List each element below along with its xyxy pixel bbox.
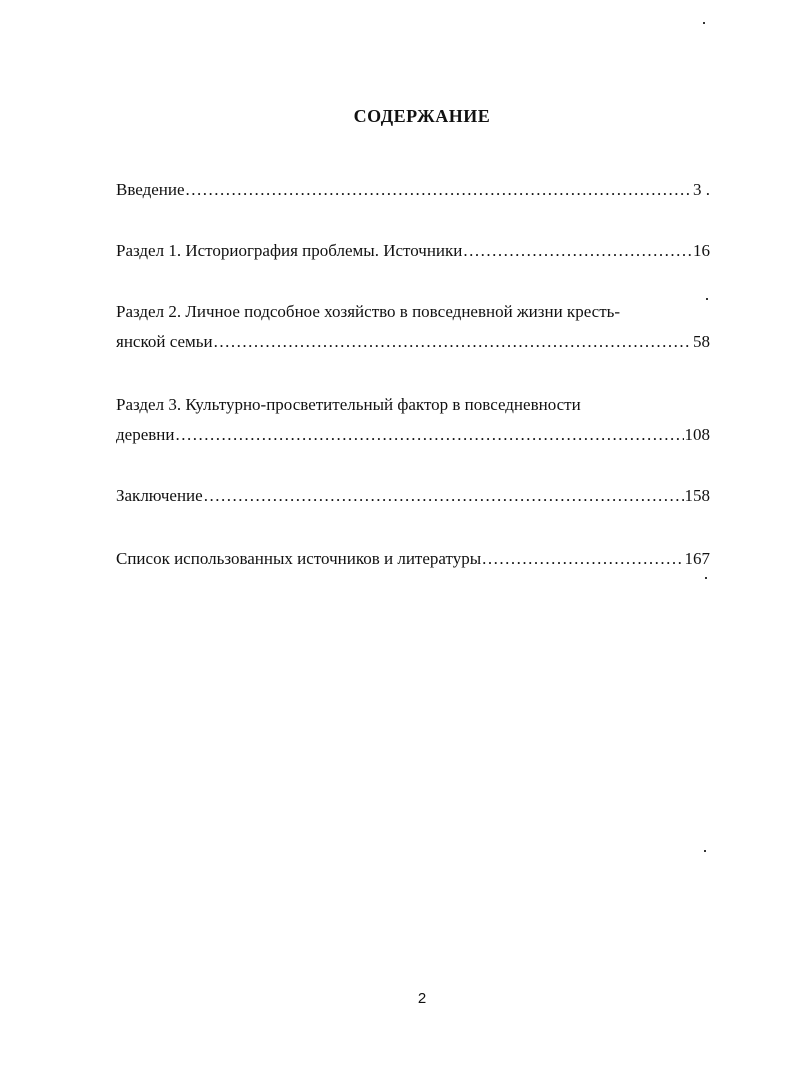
toc-entry-page: 108	[684, 425, 710, 444]
scan-speck	[706, 298, 708, 300]
scan-speck	[703, 22, 705, 24]
page-title: СОДЕРЖАНИЕ	[353, 106, 491, 126]
scan-speck	[705, 577, 707, 579]
toc-entry-section-2	[116, 297, 710, 357]
toc-leader-dots	[186, 175, 692, 205]
toc-entry-page: 158	[684, 486, 710, 505]
toc-entry-title: деревни	[116, 425, 175, 444]
toc-leader-dots	[482, 544, 683, 574]
page-number: 2	[417, 990, 427, 1007]
toc-leader-dots	[463, 236, 692, 266]
toc-entry-title: Раздел 1. Историография проблемы. Источники	[116, 241, 463, 260]
toc-entry-page: 16	[693, 241, 710, 260]
toc-entry-title: янской семьи	[116, 332, 213, 351]
toc-entry-page: 58	[693, 332, 710, 351]
scan-speck	[704, 850, 706, 852]
toc-entry-page: 167	[684, 549, 710, 568]
toc-entry-title: Введение	[116, 180, 185, 199]
toc-entry-title-line1: Раздел 2. Личное подсобное хозяйство в повседневной жизни кресть-	[116, 302, 621, 321]
toc-entry-bibliography	[116, 544, 710, 574]
toc-entry-introduction	[116, 175, 710, 205]
toc-entry-conclusion	[116, 481, 710, 511]
toc-entry-section-1	[116, 236, 710, 266]
toc-leader-dots	[214, 327, 692, 357]
toc-entry-page: 3 .	[693, 180, 710, 199]
toc-entry-section-3	[116, 390, 710, 450]
toc-entry-title-line1: Раздел 3. Культурно-просветительный фактор в повседневности	[116, 395, 581, 414]
toc-leader-dots	[175, 420, 683, 450]
toc-leader-dots	[204, 481, 684, 511]
toc-entry-title: Список использованных источников и литературы	[116, 549, 482, 568]
toc-entry-title: Заключение	[116, 486, 203, 505]
